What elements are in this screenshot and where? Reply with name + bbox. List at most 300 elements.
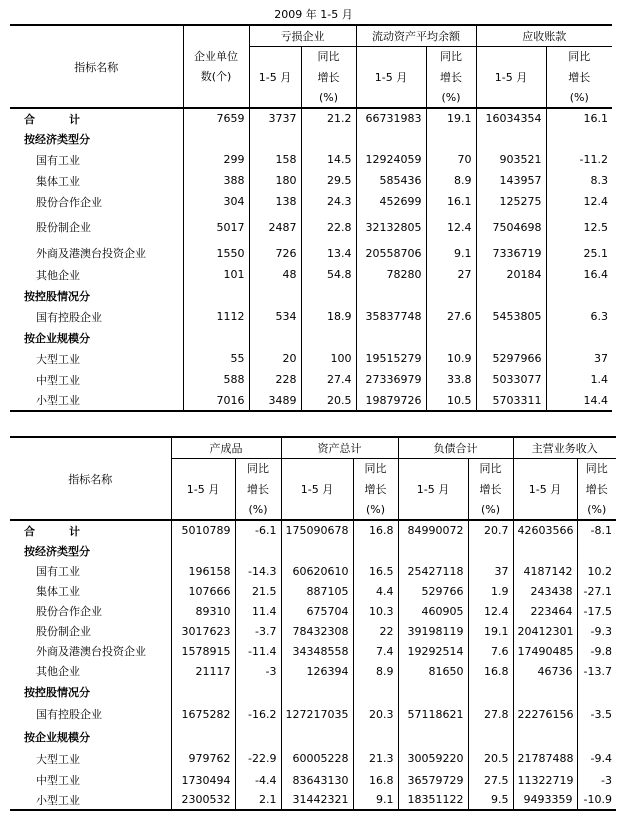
data-cell: 5453805 [476, 306, 546, 327]
total-cell: -8.1 [577, 520, 616, 540]
empty-cell [426, 128, 476, 149]
table-row [10, 641, 616, 661]
table-row [10, 661, 616, 681]
data-cell: 20.5 [301, 390, 356, 411]
empty-cell [546, 327, 612, 348]
row-label: 国有工业 [36, 153, 80, 167]
data-cell: 529766 [398, 581, 468, 601]
empty-cell [476, 327, 546, 348]
data-cell: 89310 [171, 601, 235, 621]
sub-header-percent: (%) [235, 499, 281, 520]
data-cell: 11.4 [235, 601, 281, 621]
empty-cell [577, 681, 616, 702]
empty-cell [249, 327, 301, 348]
data-cell: 3489 [249, 390, 301, 411]
data-cell: -17.5 [577, 601, 616, 621]
group-header-finished-goods: 产成品 [171, 437, 281, 458]
empty-cell [398, 726, 468, 747]
data-cell: 10.9 [426, 348, 476, 369]
row-label: 小型工业 [10, 390, 183, 411]
empty-cell [183, 327, 249, 348]
empty-cell [398, 540, 468, 561]
empty-cell [249, 128, 301, 149]
data-cell: 1578915 [171, 641, 235, 661]
total-label [10, 108, 183, 128]
data-cell: 11322719 [513, 770, 577, 790]
table-caption: 2009 年 1-5 月 [274, 8, 353, 21]
empty-cell [183, 128, 249, 149]
data-cell: 70 [426, 149, 476, 170]
sub-header-1-5: 1-5 月 [398, 458, 468, 520]
data-cell: -16.2 [235, 702, 281, 726]
data-cell: 9.5 [468, 790, 513, 810]
sub-header-percent: (%) [353, 499, 398, 520]
data-cell: 27 [426, 264, 476, 285]
empty-cell [356, 327, 426, 348]
table-row [10, 790, 616, 810]
data-cell: 14.5 [301, 149, 356, 170]
sub-header-1-5: 1-5 月 [513, 458, 577, 520]
data-cell: -13.7 [577, 661, 616, 681]
empty-cell [546, 285, 612, 306]
data-cell: 78280 [356, 264, 426, 285]
data-cell: 12.4 [426, 212, 476, 242]
data-cell: 979762 [171, 747, 235, 770]
data-cell: 16.4 [546, 264, 612, 285]
data-cell: 18.9 [301, 306, 356, 327]
data-cell: 31442321 [281, 790, 353, 810]
total-label [10, 520, 171, 540]
name-header: 指标名称 [10, 25, 183, 108]
data-cell: 19292514 [398, 641, 468, 661]
data-cell: 903521 [476, 149, 546, 170]
table-row [10, 306, 612, 327]
data-cell: 4187142 [513, 561, 577, 581]
data-cell: -14.3 [235, 561, 281, 581]
data-cell: 13.4 [301, 242, 356, 264]
data-cell: 675704 [281, 601, 353, 621]
data-cell: 33.8 [426, 369, 476, 390]
data-cell: 8.9 [426, 170, 476, 191]
section-title: 按经济类型分 [24, 544, 90, 558]
data-cell: 726 [249, 242, 301, 264]
row-label: 其他企业 [36, 665, 80, 678]
empty-cell [426, 285, 476, 306]
sub-header-1-5: 1-5 月 [249, 46, 301, 108]
empty-cell [546, 128, 612, 149]
group-header-main-revenue: 主营业务收入 [513, 437, 616, 458]
sub-header-growth: 增长 [577, 478, 616, 499]
sub-header-percent: (%) [577, 499, 616, 520]
data-cell: 22.8 [301, 212, 356, 242]
data-cell: 9.1 [353, 790, 398, 810]
total-row [10, 108, 612, 128]
data-cell: 27336979 [356, 369, 426, 390]
sub-header-yoy: 同比 [235, 458, 281, 478]
data-cell: 5017 [183, 212, 249, 242]
sub-header-1-5: 1-5 月 [356, 46, 426, 108]
total-cell: 3737 [249, 108, 301, 128]
section-header-row [10, 726, 616, 747]
data-cell: 5033077 [476, 369, 546, 390]
data-cell: 125275 [476, 191, 546, 212]
data-cell: 46736 [513, 661, 577, 681]
data-cell: 10.2 [577, 561, 616, 581]
table-row [10, 702, 616, 726]
name-header: 指标名称 [10, 437, 171, 520]
data-cell: 27.6 [426, 306, 476, 327]
data-cell: 37 [546, 348, 612, 369]
group-header-current-assets: 流动资产平均余额 [356, 25, 476, 46]
row-label: 国有控股企业 [36, 708, 102, 721]
data-cell: 4.4 [353, 581, 398, 601]
empty-cell [476, 128, 546, 149]
data-cell: 19515279 [356, 348, 426, 369]
data-cell: 22276156 [513, 702, 577, 726]
data-cell: 12.4 [546, 191, 612, 212]
table-row [10, 242, 612, 264]
data-cell: -9.3 [577, 621, 616, 641]
data-cell: 5703311 [476, 390, 546, 411]
data-cell: -10.9 [577, 790, 616, 810]
sub-header-yoy: 同比 [353, 458, 398, 478]
row-label: 股份制企业 [36, 625, 91, 638]
data-cell: 20 [249, 348, 301, 369]
empty-cell [301, 128, 356, 149]
data-cell: 27.4 [301, 369, 356, 390]
data-cell: 228 [249, 369, 301, 390]
sub-header-yoy: 同比 [577, 458, 616, 478]
data-cell: 12924059 [356, 149, 426, 170]
data-cell: 2487 [249, 212, 301, 242]
table-row [10, 747, 616, 770]
total-row [10, 520, 616, 540]
data-cell: 100 [301, 348, 356, 369]
data-cell: -27.1 [577, 581, 616, 601]
data-cell: 81650 [398, 661, 468, 681]
table-row [10, 170, 612, 191]
data-cell: 16.1 [426, 191, 476, 212]
group-header-total-assets: 资产总计 [281, 437, 398, 458]
total-label-a: 合 [24, 112, 35, 126]
total-label-a: 合 [24, 524, 35, 538]
table2-header [10, 437, 616, 520]
data-cell: -11.2 [546, 149, 612, 170]
data-cell: 20412301 [513, 621, 577, 641]
sub-header-yoy: 同比 [546, 46, 612, 66]
sub-header-growth: 增长 [235, 478, 281, 499]
data-cell: 20558706 [356, 242, 426, 264]
table-row [10, 581, 616, 601]
data-cell: 388 [183, 170, 249, 191]
empty-cell [183, 285, 249, 306]
data-cell: 9493359 [513, 790, 577, 810]
empty-cell [353, 540, 398, 561]
data-cell: 143957 [476, 170, 546, 191]
data-cell: 3017623 [171, 621, 235, 641]
table1-header [10, 25, 612, 108]
data-cell: 20184 [476, 264, 546, 285]
row-label: 大型工业 [36, 352, 80, 366]
data-cell: 8.3 [546, 170, 612, 191]
enterprise-header-line2: 数(个) [200, 69, 232, 83]
empty-cell [353, 726, 398, 747]
data-cell: 14.4 [546, 390, 612, 411]
row-label: 集体工业 [36, 174, 80, 188]
data-cell: 887105 [281, 581, 353, 601]
data-cell: 9.1 [426, 242, 476, 264]
table-row [10, 390, 612, 411]
data-cell: 78432308 [281, 621, 353, 641]
empty-cell [577, 726, 616, 747]
empty-cell [426, 327, 476, 348]
data-cell: -9.4 [577, 747, 616, 770]
data-cell: 1.4 [546, 369, 612, 390]
enterprise-header-line1: 企业单位 [194, 49, 238, 63]
empty-cell [356, 285, 426, 306]
sub-header-growth: 增长 [426, 66, 476, 87]
row-label: 大型工业 [36, 752, 80, 766]
data-cell: 22 [353, 621, 398, 641]
data-cell: 460905 [398, 601, 468, 621]
data-cell: 158 [249, 149, 301, 170]
table-row [10, 191, 612, 212]
data-cell: 57118621 [398, 702, 468, 726]
empty-cell [353, 681, 398, 702]
section-title: 按企业规模分 [24, 331, 90, 345]
data-cell: 27.8 [468, 702, 513, 726]
data-cell: 1730494 [171, 770, 235, 790]
row-label: 中型工业 [36, 774, 80, 787]
total-cell: 7659 [183, 108, 249, 128]
sub-header-1-5: 1-5 月 [281, 458, 353, 520]
data-cell: -11.4 [235, 641, 281, 661]
group-header-loss: 亏损企业 [249, 25, 356, 46]
sub-header-growth: 增长 [546, 66, 612, 87]
data-cell: -22.9 [235, 747, 281, 770]
table-row [10, 149, 612, 170]
data-cell: 29.5 [301, 170, 356, 191]
empty-cell [235, 726, 281, 747]
data-cell: 588 [183, 369, 249, 390]
data-cell: 304 [183, 191, 249, 212]
data-cell: 32132805 [356, 212, 426, 242]
data-cell: 1550 [183, 242, 249, 264]
section-header-row [10, 540, 616, 561]
data-cell: 48 [249, 264, 301, 285]
total-cell: 5010789 [171, 520, 235, 540]
sub-header-yoy: 同比 [468, 458, 513, 478]
data-cell: 16.8 [353, 770, 398, 790]
empty-cell [235, 540, 281, 561]
data-cell: 19879726 [356, 390, 426, 411]
total-cell: 16034354 [476, 108, 546, 128]
data-cell: 21.3 [353, 747, 398, 770]
data-cell: 16.5 [353, 561, 398, 581]
data-cell: 180 [249, 170, 301, 191]
empty-cell [171, 681, 235, 702]
row-label: 集体工业 [36, 585, 80, 598]
data-cell: 7.4 [353, 641, 398, 661]
table-row [10, 369, 612, 390]
empty-cell [468, 681, 513, 702]
sub-header-yoy: 同比 [426, 46, 476, 66]
table-row [10, 348, 612, 369]
row-label: 股份合作企业 [36, 195, 102, 209]
table2-body [10, 520, 616, 810]
section-title: 按企业规模分 [24, 730, 90, 744]
stats-table-2 [10, 436, 616, 811]
data-cell: 1675282 [171, 702, 235, 726]
sub-header-growth: 增长 [353, 478, 398, 499]
sub-header-yoy: 同比 [301, 46, 356, 66]
data-cell: 27.5 [468, 770, 513, 790]
total-cell: 16.1 [546, 108, 612, 128]
data-cell: 1.9 [468, 581, 513, 601]
data-cell: 2.1 [235, 790, 281, 810]
table-row [10, 770, 616, 790]
sub-header-growth: 增长 [301, 66, 356, 87]
total-cell: -6.1 [235, 520, 281, 540]
data-cell: 39198119 [398, 621, 468, 641]
table-row [10, 601, 616, 621]
sub-header-1-5: 1-5 月 [171, 458, 235, 520]
row-label: 股份合作企业 [36, 605, 102, 618]
data-cell: 37 [468, 561, 513, 581]
total-cell: 84990072 [398, 520, 468, 540]
data-cell: 36579729 [398, 770, 468, 790]
empty-cell [171, 726, 235, 747]
row-label: 小型工业 [10, 790, 171, 810]
data-cell: 6.3 [546, 306, 612, 327]
section-header-row [10, 681, 616, 702]
empty-cell [356, 128, 426, 149]
section-header-row [10, 327, 612, 348]
data-cell: 2300532 [171, 790, 235, 810]
sub-header-percent: (%) [301, 87, 356, 108]
data-cell: 20.5 [468, 747, 513, 770]
data-cell: 20.3 [353, 702, 398, 726]
data-cell: -3 [235, 661, 281, 681]
stats-table-1 [10, 24, 612, 412]
data-cell: 10.3 [353, 601, 398, 621]
data-cell: 12.4 [468, 601, 513, 621]
total-cell: 20.7 [468, 520, 513, 540]
data-cell: 16.8 [468, 661, 513, 681]
row-label: 外商及港澳台投资企业 [36, 247, 146, 260]
data-cell: -3.5 [577, 702, 616, 726]
data-cell: 18351122 [398, 790, 468, 810]
row-label: 国有控股企业 [36, 310, 102, 324]
data-cell: -9.8 [577, 641, 616, 661]
sub-header-percent: (%) [546, 87, 612, 108]
table-row [10, 561, 616, 581]
data-cell: 585436 [356, 170, 426, 191]
table-row [10, 212, 612, 242]
empty-cell [171, 540, 235, 561]
section-header-row [10, 285, 612, 306]
data-cell: 55 [183, 348, 249, 369]
empty-cell [301, 285, 356, 306]
total-cell: 175090678 [281, 520, 353, 540]
group-header-receivables: 应收账款 [476, 25, 612, 46]
group-header-total-liabilities: 负债合计 [398, 437, 513, 458]
section-title: 按控股情况分 [24, 685, 90, 699]
total-label-b: 计 [69, 524, 80, 538]
row-label: 国有工业 [36, 565, 80, 578]
empty-cell [281, 540, 353, 561]
total-cell: 19.1 [426, 108, 476, 128]
data-cell: 24.3 [301, 191, 356, 212]
data-cell: 7504698 [476, 212, 546, 242]
data-cell: 12.5 [546, 212, 612, 242]
empty-cell [249, 285, 301, 306]
empty-cell [468, 540, 513, 561]
data-cell: 21.5 [235, 581, 281, 601]
row-label: 其他企业 [36, 268, 80, 282]
empty-cell [281, 681, 353, 702]
data-cell: -3 [577, 770, 616, 790]
empty-cell [476, 285, 546, 306]
data-cell: 243438 [513, 581, 577, 601]
data-cell: 21787488 [513, 747, 577, 770]
data-cell: 299 [183, 149, 249, 170]
data-cell: 107666 [171, 581, 235, 601]
empty-cell [577, 540, 616, 561]
data-cell: 127217035 [281, 702, 353, 726]
data-cell: 1112 [183, 306, 249, 327]
data-cell: 83643130 [281, 770, 353, 790]
table-row [10, 264, 612, 285]
empty-cell [398, 681, 468, 702]
enterprise-count-header [183, 25, 249, 108]
data-cell: 54.8 [301, 264, 356, 285]
empty-cell [301, 327, 356, 348]
empty-cell [281, 726, 353, 747]
table1-body [10, 108, 612, 411]
data-cell: 34348558 [281, 641, 353, 661]
sub-header-1-5: 1-5 月 [476, 46, 546, 108]
data-cell: 30059220 [398, 747, 468, 770]
data-cell: 452699 [356, 191, 426, 212]
data-cell: 126394 [281, 661, 353, 681]
data-cell: -3.7 [235, 621, 281, 641]
total-cell: 42603566 [513, 520, 577, 540]
sub-header-percent: (%) [426, 87, 476, 108]
data-cell: 60620610 [281, 561, 353, 581]
data-cell: 223464 [513, 601, 577, 621]
sub-header-growth: 增长 [468, 478, 513, 499]
row-label: 中型工业 [36, 373, 80, 387]
data-cell: 7.6 [468, 641, 513, 661]
total-label-b: 计 [69, 112, 80, 126]
empty-cell [235, 681, 281, 702]
empty-cell [513, 726, 577, 747]
data-cell: 7336719 [476, 242, 546, 264]
data-cell: -4.4 [235, 770, 281, 790]
row-label: 外商及港澳台投资企业 [36, 645, 146, 658]
total-cell: 66731983 [356, 108, 426, 128]
sub-header-percent: (%) [468, 499, 513, 520]
data-cell: 25427118 [398, 561, 468, 581]
data-cell: 25.1 [546, 242, 612, 264]
total-cell: 21.2 [301, 108, 356, 128]
data-cell: 17490485 [513, 641, 577, 661]
section-title: 按控股情况分 [24, 289, 90, 303]
data-cell: 534 [249, 306, 301, 327]
data-cell: 196158 [171, 561, 235, 581]
total-cell: 16.8 [353, 520, 398, 540]
